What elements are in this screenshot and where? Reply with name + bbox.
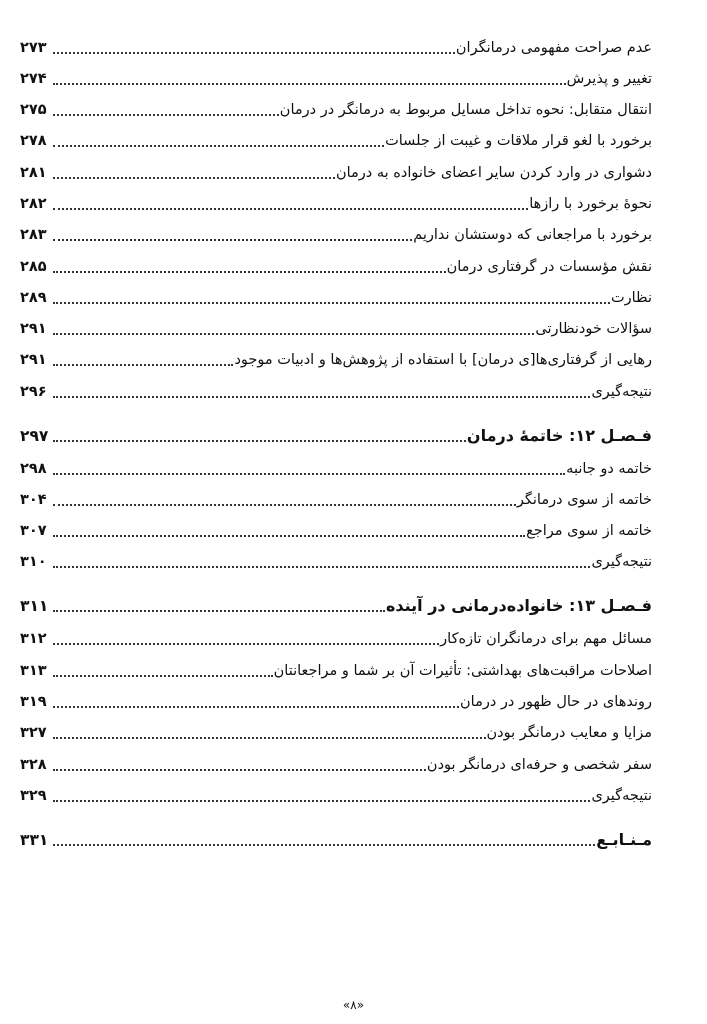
toc-entry-title: نتیجه‌گیری	[591, 788, 652, 804]
dot-leader	[53, 675, 273, 677]
toc-entry	[20, 547, 652, 573]
toc-entry-title: مسائل مهم برای درمانگران تازه‌کار	[440, 631, 652, 647]
toc-entry-title: خاتمه دو جانبه	[566, 461, 652, 477]
toc-entry-title: انتقال متقابل: نحوه تداخل مسایل مربوط به درمانگر در درمان	[279, 102, 652, 118]
toc-entry-title: نحوهٔ برخورد با رازها	[529, 196, 652, 212]
dot-leader	[53, 364, 233, 366]
toc-entry-page: ۲۸۱	[20, 165, 47, 181]
toc-chapter-heading	[20, 421, 652, 447]
toc-entry-title: عدم صراحت مفهومی درمانگران	[455, 40, 652, 56]
toc-entry-page: ۳۱۰	[20, 554, 47, 570]
toc-entry	[20, 158, 652, 184]
toc-chapter-page: ۳۳۱	[20, 831, 49, 849]
dot-leader	[53, 333, 534, 335]
dot-leader	[53, 800, 590, 802]
toc-entry-title: دشواری در وارد کردن سایر اعضای خانواده به درمان	[335, 165, 652, 181]
dot-leader	[53, 208, 528, 210]
toc-entry-page: ۳۱۲	[20, 631, 47, 647]
toc-entry-title: نقش مؤسسات در گرفتاری درمان	[446, 259, 652, 275]
toc-entry	[20, 220, 652, 246]
toc-entry-title: نتیجه‌گیری	[591, 384, 652, 400]
dot-leader	[53, 844, 595, 846]
toc-entry-title: رهایی از گرفتاری‌ها[ی درمان] با استفاده از پژوهش‌ها و ادبیات موجود	[234, 352, 652, 368]
toc-chapter-title: مـنـابـع	[596, 830, 652, 849]
toc-entry	[20, 656, 652, 682]
toc-chapter-page: ۳۱۱	[20, 597, 49, 615]
toc-chapter-page: ۲۹۷	[20, 427, 49, 445]
toc-entry-page: ۲۷۵	[20, 102, 47, 118]
dot-leader	[53, 706, 459, 708]
toc-entry-page: ۲۸۵	[20, 259, 47, 275]
toc-entry-page: ۲۸۹	[20, 290, 47, 306]
toc-entry-page: ۲۹۱	[20, 321, 47, 337]
dot-leader	[53, 271, 446, 273]
toc-entry-page: ۲۸۳	[20, 227, 47, 243]
toc-entry	[20, 283, 652, 309]
dot-leader	[53, 177, 335, 179]
dot-leader	[53, 145, 384, 147]
dot-leader	[53, 302, 610, 304]
toc-entry	[20, 687, 652, 713]
toc-chapter-title: فـصـل ۱۳: خانواده‌درمانی در آینده	[385, 596, 652, 615]
toc-entry	[20, 189, 652, 215]
dot-leader	[53, 83, 566, 85]
toc-entry-page: ۲۸۲	[20, 196, 47, 212]
toc-entry-title: برخورد با لغو قرار ملاقات و غیبت از جلسات	[385, 133, 652, 149]
toc-entry-page: ۳۰۷	[20, 523, 47, 539]
toc-entry-page: ۲۷۸	[20, 133, 47, 149]
dot-leader	[53, 440, 466, 442]
dot-leader	[53, 396, 590, 398]
toc-entry	[20, 718, 652, 744]
toc-entry	[20, 314, 652, 340]
toc-entry-page: ۲۹۶	[20, 384, 47, 400]
toc-entry	[20, 126, 652, 152]
toc-entry	[20, 345, 652, 371]
dot-leader	[53, 610, 385, 612]
toc-entry	[20, 485, 652, 511]
toc-entry-page: ۳۱۹	[20, 694, 47, 710]
dot-leader	[53, 535, 525, 537]
toc-entry	[20, 252, 652, 278]
toc-entry-page: ۳۲۹	[20, 788, 47, 804]
toc-entry-page: ۲۹۸	[20, 461, 47, 477]
dot-leader	[53, 504, 516, 506]
toc-entry-page: ۳۲۷	[20, 725, 47, 741]
toc-entry-page: ۳۱۳	[20, 663, 47, 679]
toc-entry-title: برخورد با مراجعانی که دوستشان نداریم	[413, 227, 652, 243]
toc-entry-title: تغییر و پذیرش	[566, 71, 652, 87]
dot-leader	[53, 643, 439, 645]
toc-entry-title: خاتمه از سوی مراجع	[526, 523, 652, 539]
toc-entry-page: ۲۹۱	[20, 352, 47, 368]
toc-entry-title: اصلاحات مراقبت‌های بهداشتی: تأثیرات آن بر شما و مراجعانتان	[273, 663, 652, 679]
toc-entry-title: نظارت	[610, 290, 652, 306]
toc-entry-title: سؤالات خودنظارتی	[535, 321, 652, 337]
toc-entry-title: خاتمه از سوی درمانگر	[516, 492, 652, 508]
toc-entry	[20, 377, 652, 403]
toc-chapter-heading	[20, 591, 652, 617]
toc-entry	[20, 95, 652, 121]
dot-leader	[53, 114, 279, 116]
dot-leader	[53, 52, 455, 54]
toc-entry-page: ۲۷۴	[20, 71, 47, 87]
toc-entry	[20, 454, 652, 480]
toc-entry-page: ۳۲۸	[20, 757, 47, 773]
toc-entry	[20, 516, 652, 542]
toc-entry	[20, 64, 652, 90]
dot-leader	[53, 473, 565, 475]
toc-entry-page: ۲۷۳	[20, 40, 47, 56]
toc-entry	[20, 33, 652, 59]
toc-entry	[20, 624, 652, 650]
toc-chapter-title: فـصـل ۱۲: خاتمهٔ درمان	[466, 426, 652, 445]
toc-entry	[20, 781, 652, 807]
toc-chapter-heading	[20, 825, 652, 851]
toc-entry-page: ۳۰۴	[20, 492, 47, 508]
toc-entry	[20, 750, 652, 776]
dot-leader	[53, 737, 486, 739]
toc-entry-title: نتیجه‌گیری	[591, 554, 652, 570]
page-number: «۸»	[342, 998, 365, 1012]
dot-leader	[53, 566, 590, 568]
toc-entry-title: روندهای در حال ظهور در درمان	[460, 694, 652, 710]
toc-entry-title: سفر شخصی و حرفه‌ای درمانگر بودن	[426, 757, 652, 773]
dot-leader	[53, 239, 412, 241]
toc-entry-title: مزایا و معایب درمانگر بودن	[486, 725, 652, 741]
dot-leader	[53, 769, 426, 771]
